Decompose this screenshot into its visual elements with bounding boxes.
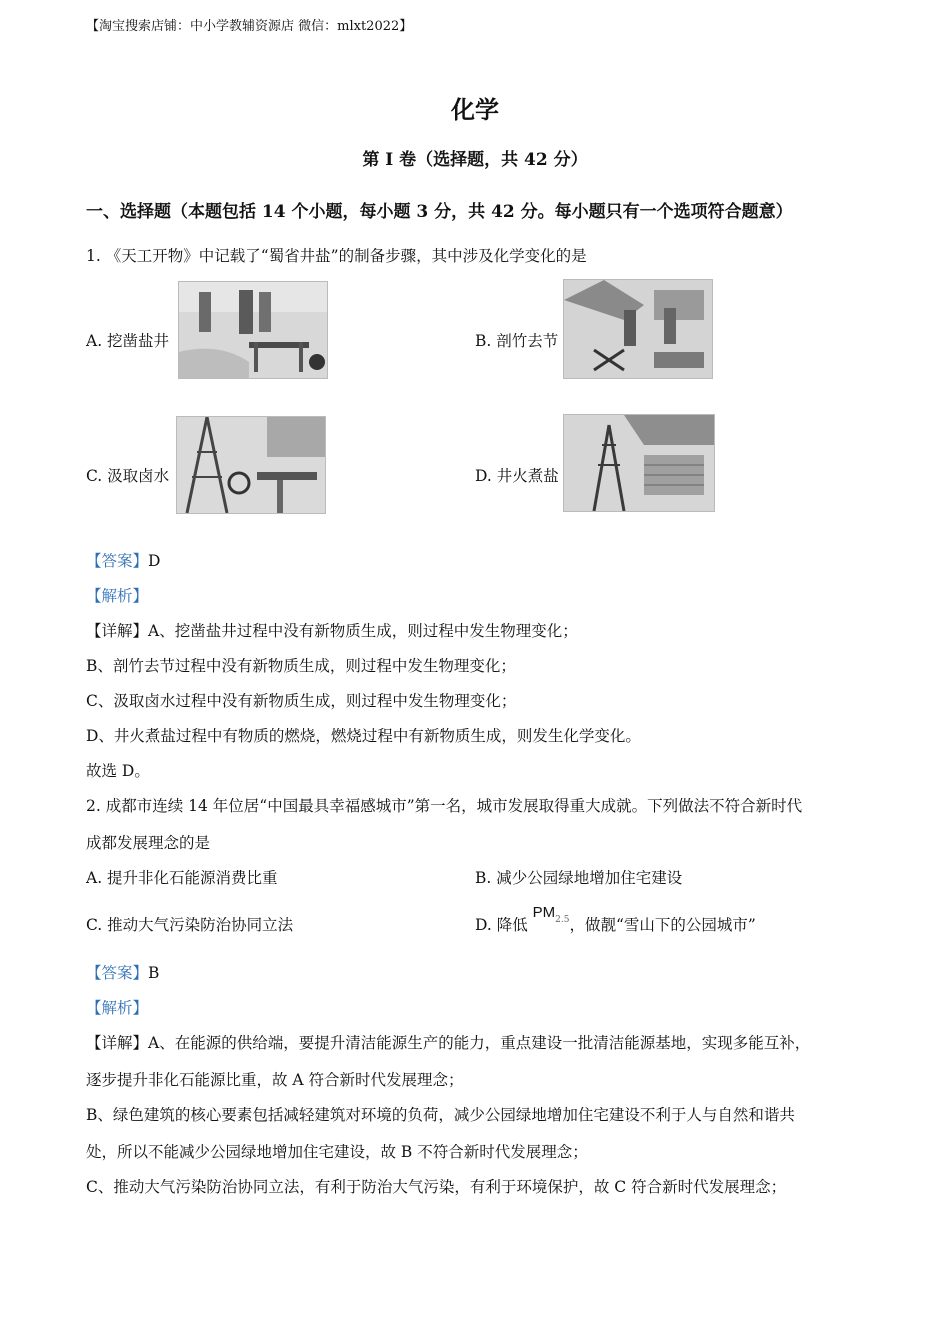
q2-stem-line1: 2. 成都市连续 14 年位居“中国最具幸福感城市”第一名，城市发展取得重大成就。下列做法不符合新时代 xyxy=(86,797,803,815)
q1-stem: 1. 《天工开物》中记载了“蜀省井盐”的制备步骤，其中涉及化学变化的是 xyxy=(86,247,587,265)
q2-detail-a-line1 xyxy=(86,1033,810,1053)
q1-option-b-illustration xyxy=(563,279,713,379)
q1-conclusion: 故选 D。 xyxy=(86,762,150,780)
q2-option-d-suffix: ，做靓“雪山下的公园城市” xyxy=(569,916,756,934)
q2-option-b[interactable]: B. 减少公园绿地增加住宅建设 xyxy=(475,869,683,887)
pm-subscript: 2.5 xyxy=(555,915,570,925)
q2-detail-a-text: A、在能源的供给端，要提升清洁能源生产的能力，重点建设一批清洁能源基地，实现多能互补， xyxy=(148,1034,811,1052)
q2-stem-line2: 成都发展理念的是 xyxy=(86,834,211,852)
q1-answer xyxy=(86,551,160,571)
q2-option-a[interactable]: A. 提升非化石能源消费比重 xyxy=(86,869,278,887)
pm-label: PM xyxy=(532,904,556,921)
q1-answer-value: D xyxy=(148,552,161,570)
page-subtitle: 第 I 卷（选择题，共 42 分） xyxy=(362,150,588,170)
q1-option-c[interactable]: C. 汲取卤水 xyxy=(86,467,170,485)
q2-detail-c: C、推动大气污染防治协同立法，有利于防治大气污染，有利于环境保护，故 C 符合新时代发展理念； xyxy=(86,1178,787,1196)
q1-detail-c: C、汲取卤水过程中没有新物质生成，则过程中发生物理变化； xyxy=(86,692,517,710)
q2-detail-tag: 【详解】 xyxy=(86,1034,149,1052)
q1-detail-tag: 【详解】 xyxy=(86,622,149,640)
q2-answer-tag: 【答案】 xyxy=(86,964,149,982)
q1-option-d-illustration xyxy=(563,414,715,512)
q2-option-d-prefix: D. 降低 xyxy=(475,916,528,934)
q1-option-a[interactable]: A. 挖凿盐井 xyxy=(86,332,170,350)
q1-option-b[interactable]: B. 剖竹去节 xyxy=(475,332,559,350)
q2-analysis-tag: 【解析】 xyxy=(86,999,149,1017)
q1-option-c-illustration xyxy=(176,416,326,514)
q1-option-d[interactable]: D. 井火煮盐 xyxy=(475,467,559,485)
q1-detail-d: D、井火煮盐过程中有物质的燃烧，燃烧过程中有新物质生成，则发生化学变化。 xyxy=(86,727,641,745)
q1-detail-a xyxy=(86,621,578,641)
q2-option-d[interactable] xyxy=(475,904,756,938)
section-heading: 一、选择题（本题包括 14 个小题，每小题 3 分，共 42 分。每小题只有一个选项符合题意） xyxy=(86,202,793,222)
shop-note: 【淘宝搜索店铺：中小学教辅资源店 微信：mlxt2022】 xyxy=(86,19,413,34)
q2-option-c[interactable]: C. 推动大气污染防治协同立法 xyxy=(86,916,294,934)
q2-detail-a-line2: 逐步提升非化石能源比重，故 A 符合新时代发展理念； xyxy=(86,1071,464,1089)
q1-detail-b: B、剖竹去节过程中没有新物质生成，则过程中发生物理变化； xyxy=(86,657,516,675)
q1-option-a-illustration xyxy=(178,281,328,379)
q2-detail-b-line1: B、绿色建筑的核心要素包括减轻建筑对环境的负荷，减少公园绿地增加住宅建设不利于人与自然和谐共 xyxy=(86,1106,795,1124)
q1-answer-tag: 【答案】 xyxy=(86,552,149,570)
q2-answer-value: B xyxy=(148,964,160,982)
q2-detail-b-line2: 处，所以不能减少公园绿地增加住宅建设，故 B 不符合新时代发展理念； xyxy=(86,1143,588,1161)
q2-answer xyxy=(86,963,159,983)
q1-detail-a-text: A、挖凿盐井过程中没有新物质生成，则过程中发生物理变化； xyxy=(148,622,578,640)
page-title: 化学 xyxy=(451,95,499,124)
q1-analysis-tag: 【解析】 xyxy=(86,587,149,605)
